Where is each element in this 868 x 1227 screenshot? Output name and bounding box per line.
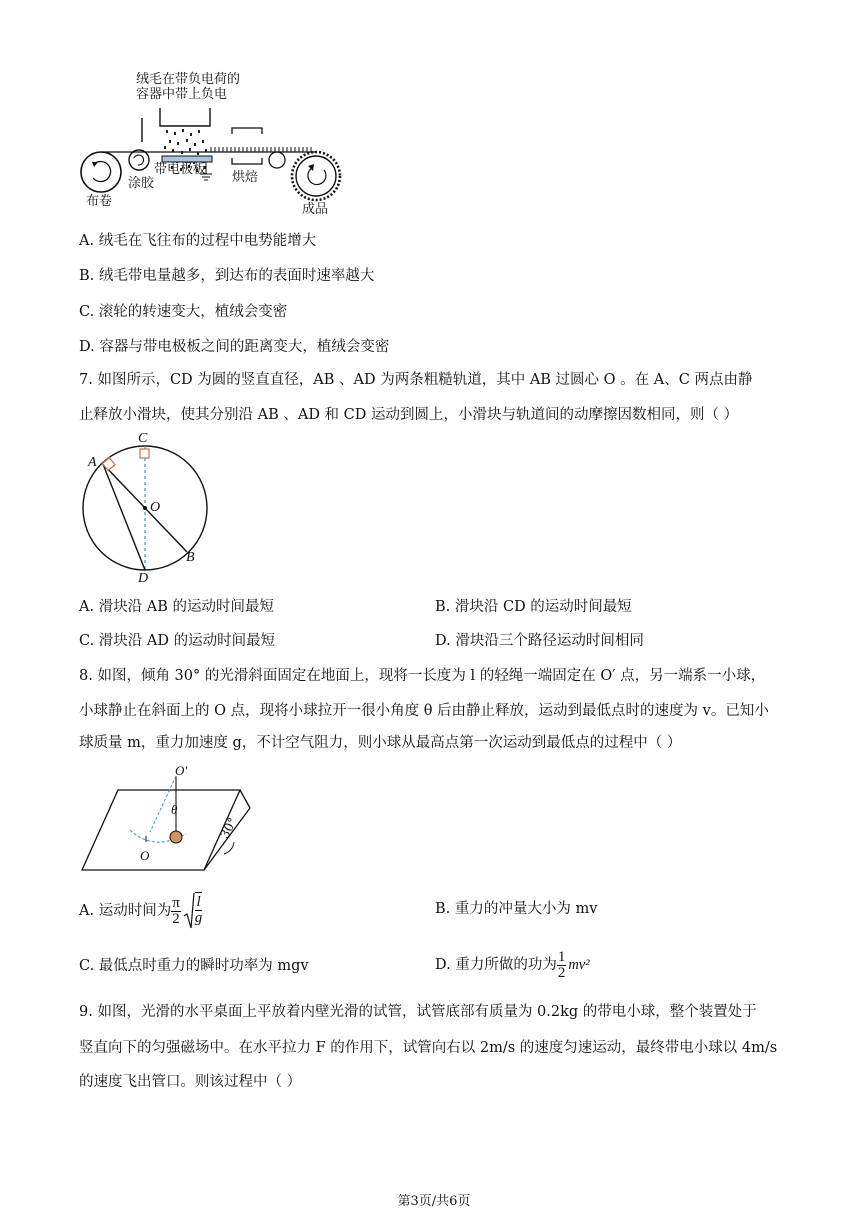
q8-stem-line2: 小球静止在斜面上的 O 点，现将小球拉开一很小角度 θ 后由静止释放，运动到最低点时的速度为 v。已知小 [79,703,769,719]
q8-option-d[interactable] [435,946,590,984]
q7-option-d[interactable]: D. 滑块沿三个路径运动时间相同 [435,633,644,649]
q8-option-b[interactable]: B. 重力的冲量大小为 mv [435,901,598,917]
q8-option-d-suffix: mv² [568,957,590,973]
fraction-numerator: π [172,894,180,911]
page-number: 第3页/共6页 [397,1194,471,1209]
q7-option-a[interactable]: A. 滑块沿 AB 的运动时间最短 [79,599,275,615]
radical-sign-icon [183,892,195,930]
point-o-label: O [140,848,150,863]
point-d-label: D [138,571,149,586]
container-label-line2: 容器中带上负电 [136,87,228,102]
q8-option-a[interactable] [79,891,202,931]
q8-option-d-prefix: D. 重力所做的功为 [435,957,557,973]
glue-label: 涂胶 [128,176,155,191]
q8-option-c[interactable]: C. 最低点时重力的瞬时功率为 mgv [79,958,309,974]
container-label-line1: 绒毛在带负电荷的 [136,72,241,87]
q7-option-b[interactable]: B. 滑块沿 CD 的运动时间最短 [435,599,632,615]
q7-option-c[interactable]: C. 滑块沿 AD 的运动时间最短 [79,633,276,649]
theta-label: θ [171,802,178,817]
product-label: 成品 [302,202,329,217]
q6-option-a[interactable]: A. 绒毛在飞往布的过程中电势能增大 [79,233,317,249]
plate-label: 带电极板 [154,162,207,177]
point-o-prime-label: O′ [175,763,188,778]
fraction-denominator: 2 [172,910,180,927]
circle-track-drawing [78,432,218,587]
point-b-label: B [186,550,195,565]
circle-track-diagram [78,432,218,587]
q9-stem-line1: 9. 如图，光滑的水平桌面上平放着内壁光滑的试管，试管底部有质量为 0.2kg 的带电小球，整个装置处于 [79,1004,757,1020]
point-o-label: O [150,500,161,515]
angle-30-label: 30° [217,815,240,841]
fraction-denominator: g [194,910,203,926]
fraction-numerator: 1 [557,948,566,965]
q6-option-d[interactable]: D. 容器与带电极板之间的距离变大，植绒会变密 [79,339,390,355]
q9-stem-line2: 竖直向下的匀强磁场中。在水平拉力 F 的作用下，试管向右以 2m/s 的速度匀速运动，最终带电小球以 4m/s [79,1040,778,1056]
dry-label: 烘焙 [232,170,259,185]
pi-over-2-fraction [171,896,181,927]
fraction-denominator: 2 [557,964,566,981]
q7-stem-line2: 止释放小滑块，使其分别沿 AB 、AD 和 CD 运动到圆上，小滑块与轨道间的动摩擦因数相同，则（ ） [79,407,739,423]
incline-pendulum-diagram [78,760,258,875]
point-c-label: C [138,431,148,446]
q7-stem-line1: 7. 如图所示，CD 为圆的竖直直径，AB 、AD 为两条粗糙轨道，其中 AB 过圆心 O 。在 A、C 两点由静 [79,372,753,388]
sqrt-expression [183,892,203,930]
roll-label: 布卷 [86,194,113,209]
q8-option-a-prefix: A. 运动时间为 [79,903,172,919]
flocking-diagram [76,70,346,220]
point-a-label: A [88,455,97,470]
q9-stem-line3: 的速度飞出管口。则该过程中（ ） [79,1074,302,1090]
l-over-g-fraction [195,892,203,930]
one-half-fraction [557,950,567,981]
fraction-numerator: l [196,894,201,910]
q8-stem-line1: 8. 如图，倾角 30° 的光滑斜面固定在地面上，现将一长度为 l 的轻绳一端固定在 O′ 点，另一端系一小球， [79,668,766,684]
q8-stem-line3: 球质量 m，重力加速度 g，不计空气阻力，则小球从最高点第一次运动到最低点的过程中（ ） [79,735,682,751]
q6-option-b[interactable]: B. 绒毛带电量越多，到达布的表面时速率越大 [79,268,375,284]
q6-option-c[interactable]: C. 滚轮的转速变大，植绒会变密 [79,304,288,320]
